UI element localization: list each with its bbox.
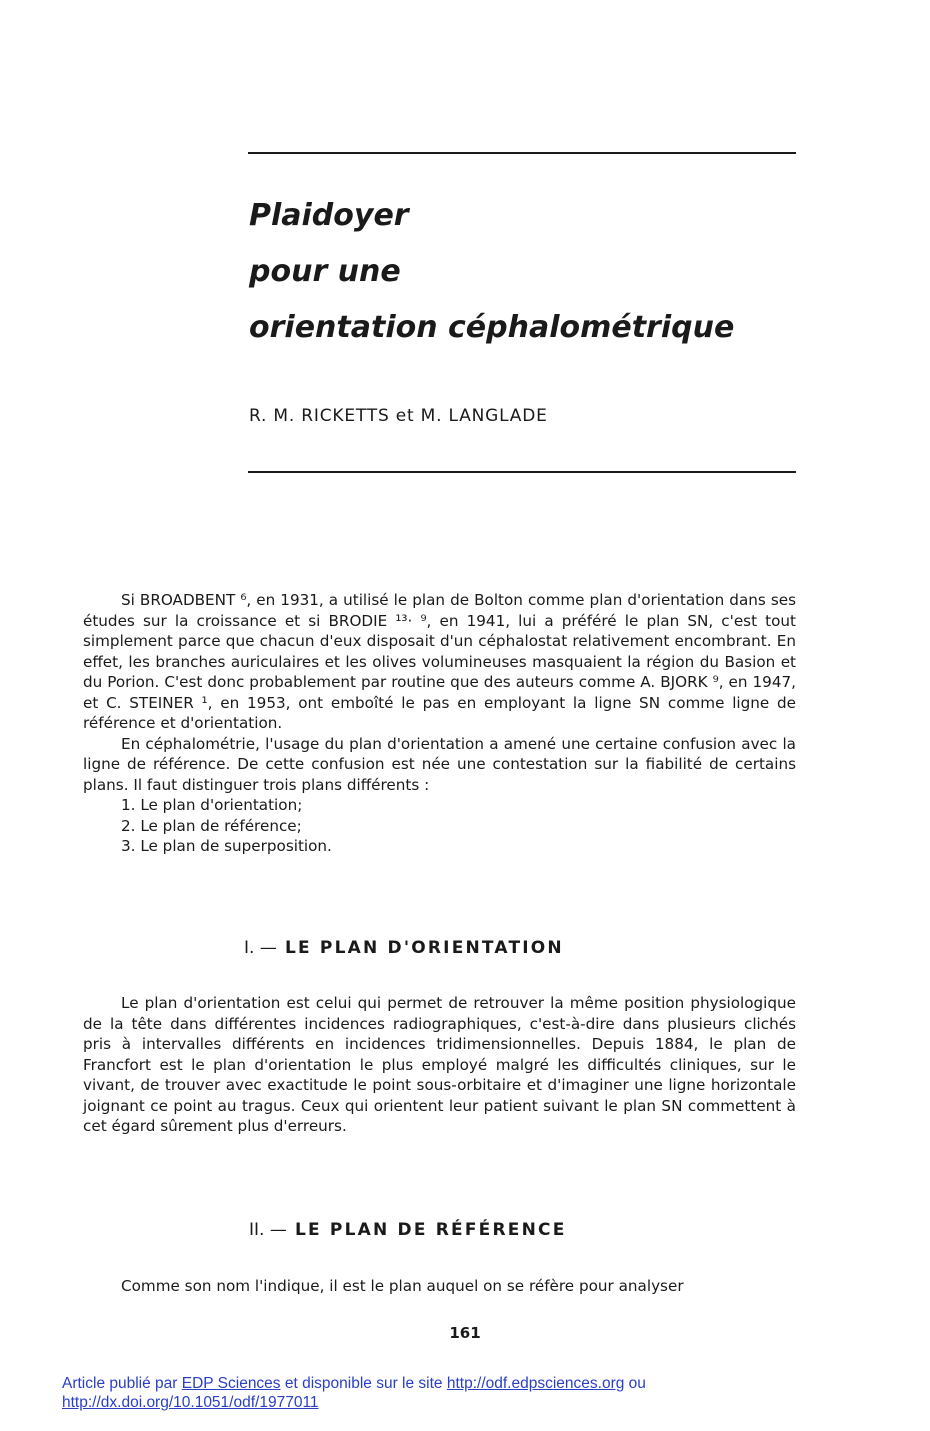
bottom-rule [248, 471, 796, 473]
authors: R. M. RICKETTS et M. LANGLADE [249, 406, 548, 426]
top-rule [248, 152, 796, 154]
intro-section [83, 590, 796, 857]
list-item: 1. Le plan d'orientation; [121, 796, 303, 814]
section-2-body [83, 1276, 796, 1297]
section-1-title: LE PLAN D'ORIENTATION [284, 938, 564, 958]
section-2-paragraph: Comme son nom l'indique, il est le plan auquel on se réfère pour analyser [121, 1277, 684, 1295]
publisher-link[interactable]: EDP Sciences [181, 1375, 281, 1392]
section-1-body [83, 993, 796, 1137]
page-number: 161 [449, 1324, 481, 1342]
title-line-2: pour une [249, 254, 401, 289]
section-1-number: I. — [244, 938, 277, 958]
footer-suffix: ou [624, 1375, 646, 1392]
section-1-paragraph: Le plan d'orientation est celui qui permet de retrouver la même position physiologique de la tête dans différentes incidences radiographiques, c'est-à-dire dans plusieurs clichés pris à intervalles différents en incidences tridimensionnelles. Depuis 1884, le plan de Francfort est le plan d'orientation le plus employé malgré les difficultés cliniques, sur le vivant, de trouver avec exactitude le point sous-orbitaire et d'imaginer une ligne horizontale joignant ce point au tragus. Ceux qui orientent leur patient suivant le plan SN commettent à cet égard sûrement plus d'erreurs. [83, 994, 796, 1135]
section-2-heading [249, 1220, 567, 1240]
list-item: 2. Le plan de référence; [121, 816, 302, 835]
title-line-3: orientation céphalométrique [249, 310, 735, 345]
site-link[interactable]: http://odf.edpsciences.org [446, 1375, 625, 1392]
publisher-footer [62, 1374, 646, 1412]
footer-prefix: Article publié par [62, 1375, 182, 1392]
title-line-1: Plaidoyer [249, 198, 409, 233]
section-2-number: II. — [249, 1220, 287, 1240]
plans-list [83, 795, 796, 857]
section-1-heading [244, 938, 564, 958]
intro-paragraph-2: En céphalométrie, l'usage du plan d'orientation a amené une certaine confusion avec la ligne de référence. De cette confusion est née une contestation sur la fiabilité de certains plans. Il faut distinguer trois plans différents : [83, 734, 796, 794]
list-item: 3. Le plan de superposition. [121, 837, 332, 855]
doi-link[interactable]: http://dx.doi.org/10.1051/odf/1977011 [62, 1394, 319, 1411]
footer-middle: et disponible sur le site [280, 1375, 447, 1392]
intro-paragraph-1: Si BROADBENT ⁶, en 1931, a utilisé le plan de Bolton comme plan d'orientation dans ses études sur la croissance et si BRODIE ¹³· ⁹, en 1941, lui a préféré le plan SN, c'est tout simplement parce que chacun d'eux disposait d'un céphalostat relativement encombrant. En effet, les branches auriculaires et les olives volumineuses masquaient la région du Basion et du Porion. C'est donc probablement par routine que des auteurs comme A. BJORK ⁹, en 1947, et C. STEINER ¹, en 1953, ont emboîté le pas en employant la ligne SN comme ligne de référence et d'orientation. [83, 591, 796, 732]
section-2-title: LE PLAN DE RÉFÉRENCE [294, 1220, 567, 1240]
